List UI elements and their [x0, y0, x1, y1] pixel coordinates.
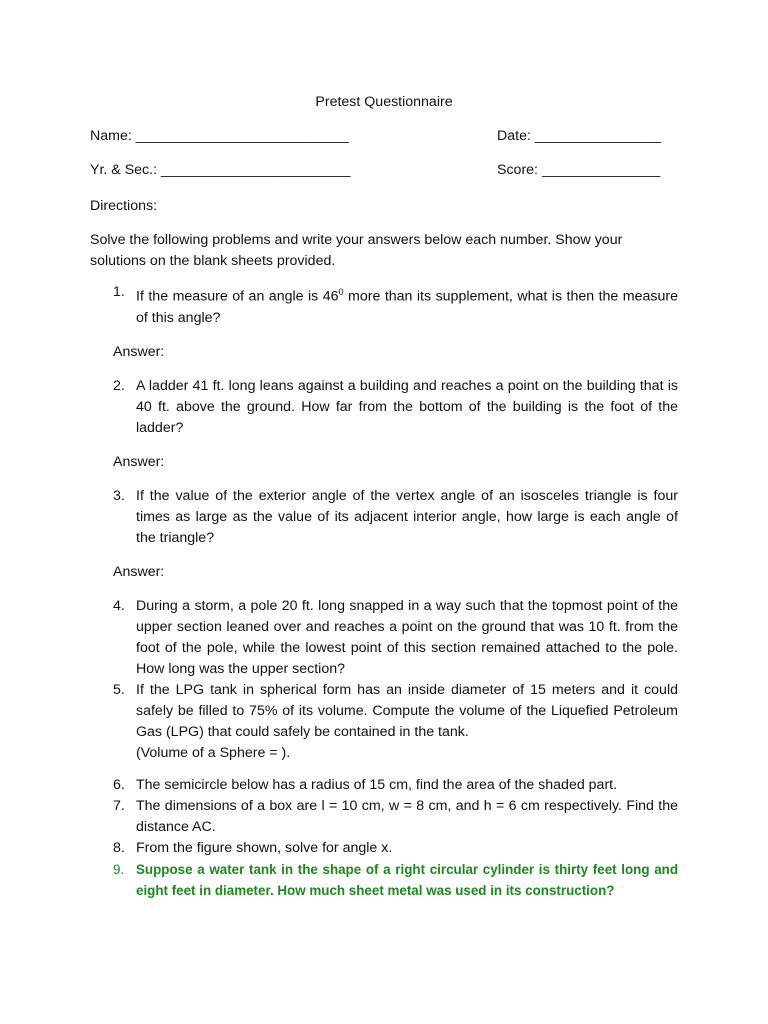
name-field: Name: ___________________________	[90, 128, 349, 144]
question-text: A ladder 41 ft. long leans against a building and reaches a point on the building that is 40 ft. above the ground. How far from the bottom of the building is the foot of the ladder?	[136, 377, 678, 436]
question-8	[90, 838, 678, 859]
question-number: 1.	[113, 284, 125, 300]
question-3	[90, 486, 678, 549]
question-number: 2.	[113, 377, 125, 394]
question-number: 8.	[113, 839, 125, 856]
directions-label: Directions:	[90, 198, 158, 214]
question-6	[90, 775, 678, 796]
document-title: Pretest Questionnaire	[315, 94, 453, 110]
formula-note: (Volume of a Sphere = ).	[136, 744, 291, 761]
superscript: 0	[338, 287, 344, 297]
answer-label: Answer:	[113, 563, 165, 580]
question-text-cont: more than its supplement, what is then the measure of this angle?	[136, 288, 679, 326]
question-number: 3.	[113, 487, 125, 504]
question-text: The dimensions of a box are l = 10 cm, w = 8 cm, and h = 6 cm respectively. Find the distance AC.	[136, 797, 678, 835]
year-section-field: Yr. & Sec.: ________________________	[90, 162, 351, 178]
question-1	[90, 282, 678, 329]
question-number: 4.	[113, 597, 125, 614]
question-list	[90, 282, 678, 901]
question-2	[90, 376, 678, 439]
question-5	[90, 680, 678, 764]
question-9	[90, 859, 678, 901]
question-text: During a storm, a pole 20 ft. long snapped in a way such that the topmost point of the upper section leaned over and reaches a point on the ground that was 10 ft. from the foot of the pole, while the lowest point of this section remained attached to the pole. How long was the upper section?	[136, 597, 678, 677]
instructions-text: Solve the following problems and write your answers below each number. Show your solutions on the blank sheets provided.	[90, 232, 623, 269]
question-4	[90, 596, 678, 680]
question-number: 7.	[113, 797, 125, 814]
question-text: If the LPG tank in spherical form has an inside diameter of 15 meters and it could safely be filled to 75% of its volume. Compute the volume of the Liquefied Petroleum Gas (LPG) that could safely be contained in the tank.	[136, 681, 678, 740]
question-text: If the measure of an angle is 46	[136, 288, 339, 305]
question-text: If the value of the exterior angle of the vertex angle of an isosceles triangle is four times as large as the value of its adjacent interior angle, how large is each angle of the triangle?	[136, 487, 678, 546]
answer-label: Answer:	[113, 343, 165, 360]
date-field: Date: ________________	[497, 128, 662, 144]
answer-label: Answer:	[113, 453, 165, 470]
score-field: Score: _______________	[497, 162, 661, 178]
question-text: The semicircle below has a radius of 15 cm, find the area of the shaded part.	[136, 776, 618, 793]
question-number: 9.	[113, 861, 125, 877]
question-7	[90, 796, 678, 838]
question-text: From the figure shown, solve for angle x.	[136, 839, 393, 856]
question-text: Suppose a water tank in the shape of a right circular cylinder is thirty feet long and eight feet in diameter. How much sheet metal was used in its construction?	[136, 861, 678, 898]
question-number: 6.	[113, 776, 125, 793]
question-number: 5.	[113, 681, 125, 698]
